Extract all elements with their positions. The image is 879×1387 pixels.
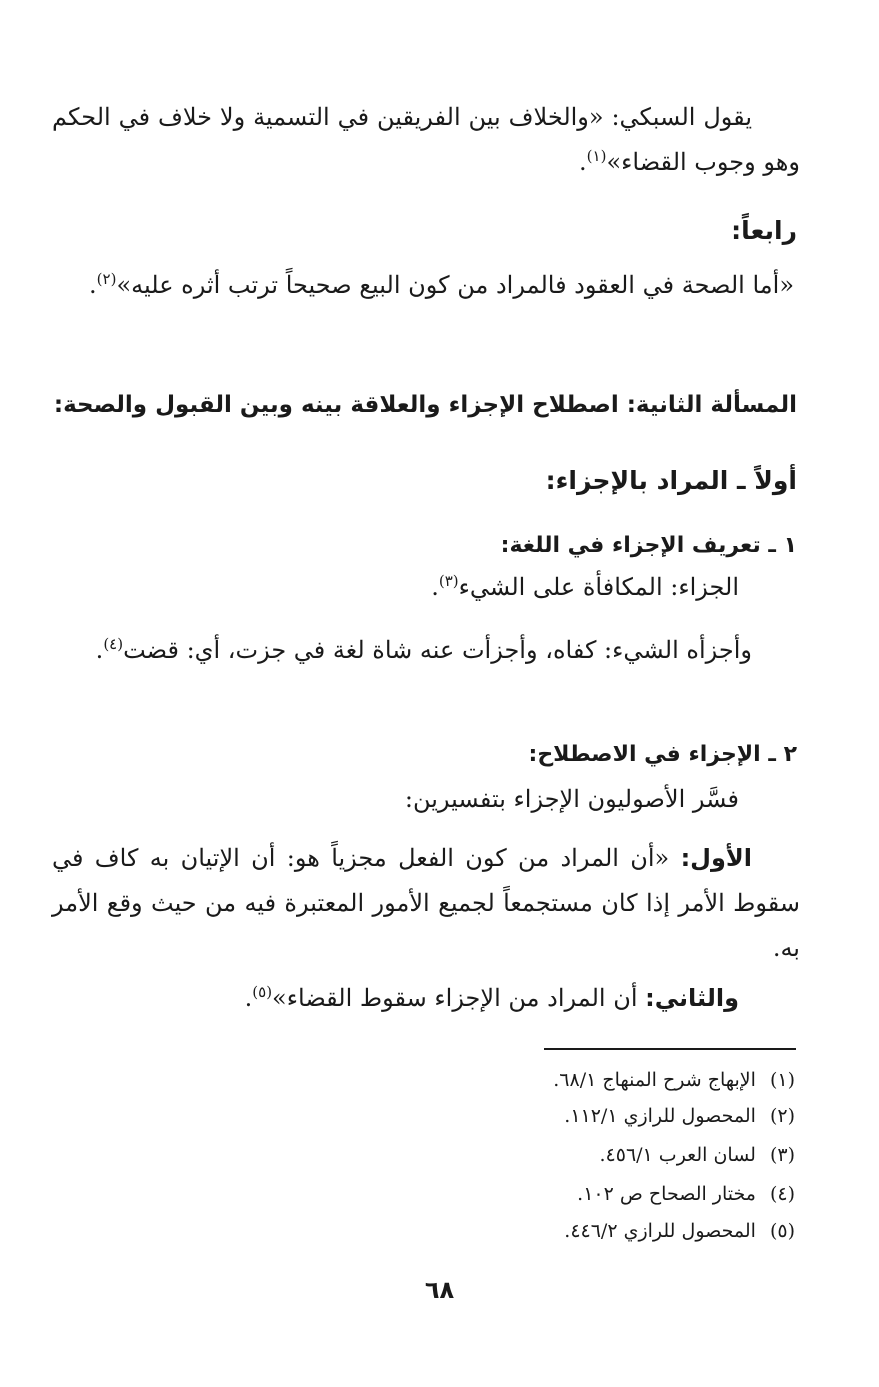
section-title: المسألة الثانية: اصطلاح الإجزاء والعلاقة بينه وبين القبول والصحة: [53, 392, 797, 418]
footnote-3 [599, 1142, 795, 1168]
footnote-text: المحصول للرازي ٤٤٦/٢. [564, 1220, 756, 1242]
para-ajzaa-meaning [52, 628, 800, 673]
para-end: . [431, 573, 439, 601]
footnote-ref: (١) [586, 147, 607, 165]
heading-awalan: أولاً ـ المراد بالإجزاء: [545, 466, 797, 495]
footnote-number: (٥) [769, 1220, 795, 1242]
footnote-text: الإبهاج شرح المنهاج ٦٨/١. [553, 1069, 756, 1091]
para-first-interpretation [52, 836, 800, 971]
footnote-4 [577, 1181, 795, 1207]
subheading-linguistic: ١ ـ تعريف الإجزاء في اللغة: [500, 533, 797, 558]
para-text: أن المراد من الإجزاء سقوط القضاء» [272, 984, 646, 1012]
para-end: . [95, 636, 104, 664]
footnote-number: (٤) [769, 1183, 795, 1205]
footnote-number: (١) [769, 1069, 795, 1091]
label-second: والثاني: [645, 984, 739, 1012]
footnote-ref: (٢) [96, 270, 117, 288]
para-text: «أما الصحة في العقود فالمراد من كون البيع صحيحاً ترتب أثره عليه» [116, 271, 794, 299]
para-text: الجزاء: المكافأة على الشيء [458, 573, 739, 601]
heading-rabian: رابعاً: [731, 216, 797, 245]
footnote-5 [564, 1218, 795, 1244]
footnote-2 [564, 1103, 795, 1129]
footnote-number: (٣) [769, 1144, 795, 1166]
para-second-interpretation [245, 976, 739, 1021]
para-jaza-definition [431, 565, 739, 610]
subheading-technical: ٢ ـ الإجزاء في الاصطلاح: [528, 742, 797, 767]
footnote-divider [544, 1048, 796, 1050]
label-first: الأول: [680, 844, 752, 872]
footnote-number: (٢) [769, 1105, 795, 1127]
para-end: . [244, 984, 253, 1012]
para-text: «أن المراد من كون الفعل مجزياً هو: أن الإتيان به كاف في سقوط الأمر إذا كان مستجمعاً لجميع الأمور المعتبرة فيه من حيث وقع الأمر به. [52, 844, 800, 962]
footnote-text: المحصول للرازي ١١٢/١. [564, 1105, 756, 1127]
para-two-interpretations: فسَّر الأصوليون الإجزاء بتفسيرين: [404, 785, 739, 813]
para-end: . [579, 148, 587, 176]
para-text: يقول السبكي: «والخلاف بين الفريقين في التسمية ولا خلاف في الحكم وهو وجوب القضاء» [52, 103, 800, 176]
footnote-1 [553, 1067, 795, 1093]
para-subki-quote [52, 95, 800, 185]
footnote-ref: (٤) [103, 635, 124, 653]
footnote-ref: (٣) [438, 572, 459, 590]
para-end: . [89, 271, 97, 299]
para-sihha-contracts [52, 263, 800, 308]
page-number: ٦٨ [424, 1276, 455, 1304]
footnote-text: لسان العرب ٤٥٦/١. [599, 1144, 756, 1166]
footnote-text: مختار الصحاح ص ١٠٢. [577, 1183, 756, 1205]
footnote-ref: (٥) [252, 983, 273, 1001]
para-text: وأجزأه الشيء: كفاه، وأجزأت عنه شاة لغة في جزت، أي: قضت [123, 636, 752, 664]
